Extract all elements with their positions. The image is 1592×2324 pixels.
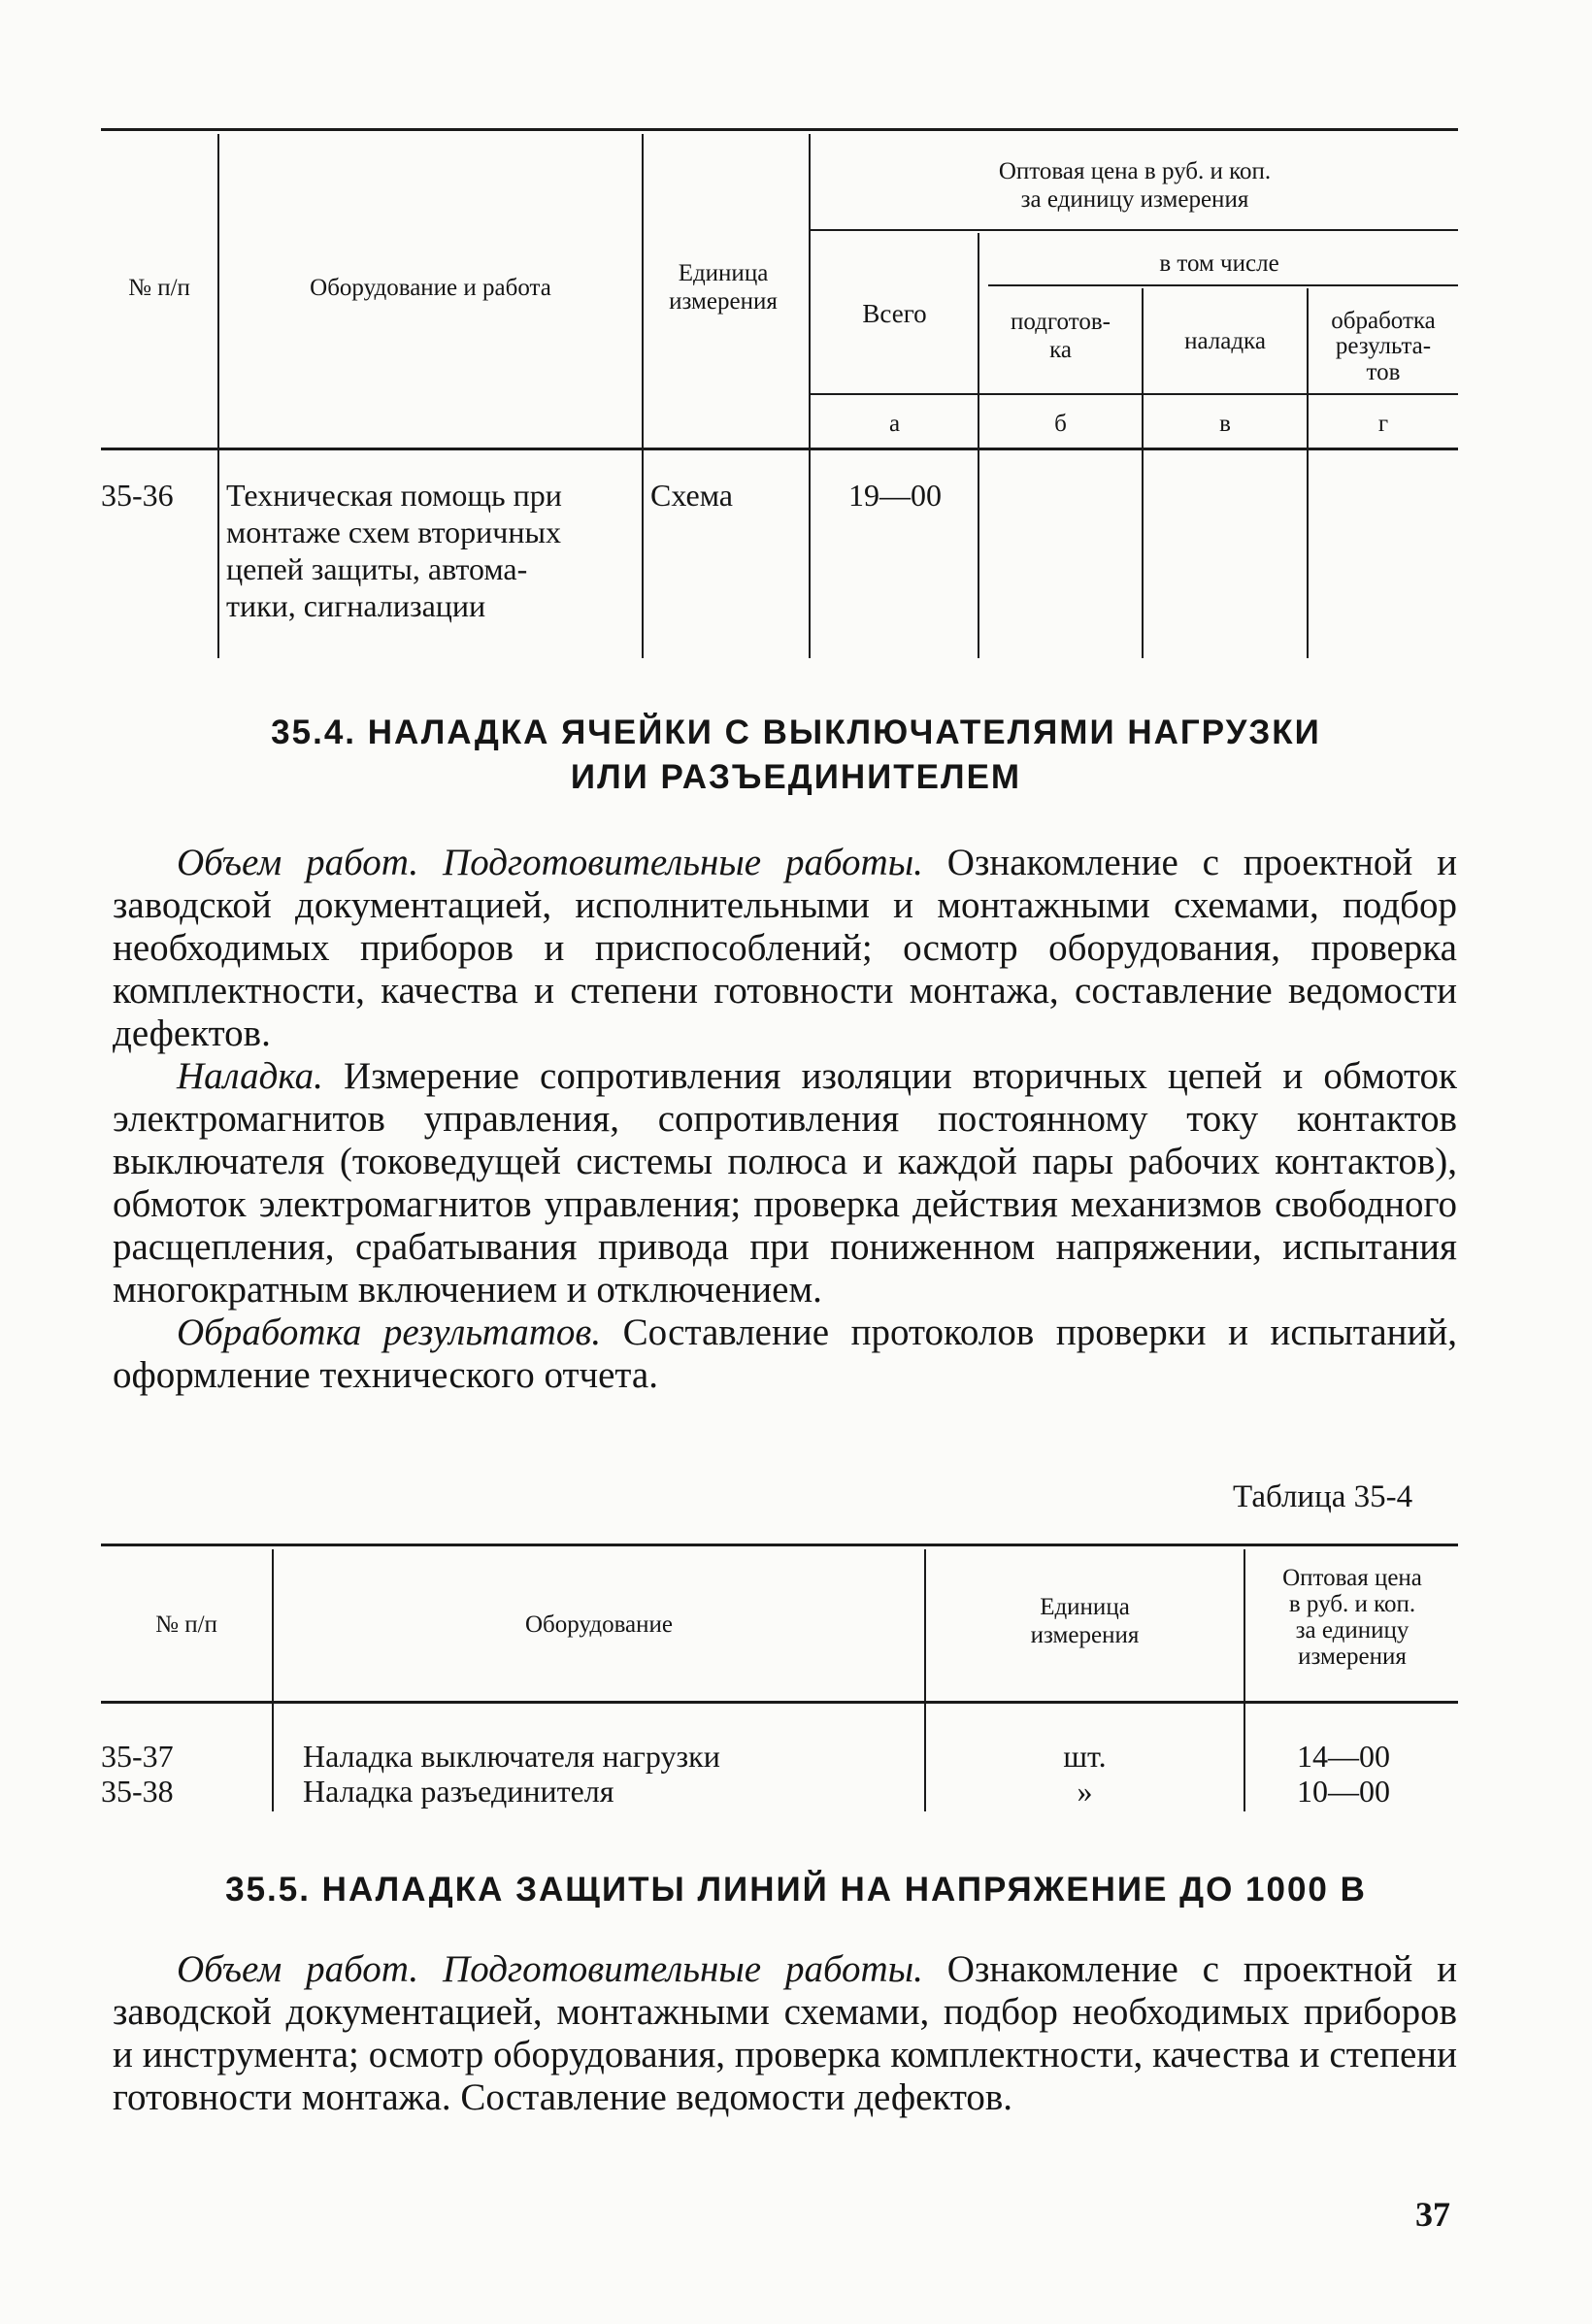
col-header-num: № п/п — [128, 275, 190, 301]
col-letter-g: г — [1377, 411, 1389, 437]
col-letter-b: б — [1054, 411, 1067, 437]
col-letter-v: в — [1219, 411, 1231, 437]
row-price: 14—00 — [1297, 1739, 1390, 1774]
col-header-total: Всего — [862, 299, 927, 328]
paragraph: Обработка результатов. Составление протоколов проверки и испытаний, оформление технического отчета. — [113, 1311, 1457, 1396]
section-35-5-text — [113, 1948, 1457, 2119]
table-rule — [810, 393, 1458, 395]
paragraph: Объем работ. Подготовительные работы. Ознакомление с проектной и заводской документацией, исполнительными и монтажными схемами, подбор необходимых приборов и приспособлений; осмотр оборудования, проверка комплектности, качества и степени готовности монтажа, составление ведомости дефектов. — [113, 842, 1457, 1054]
table-caption: Таблица 35-4 — [1233, 1479, 1413, 1514]
row-num: 35-38 — [101, 1774, 174, 1809]
col-header-equipment: Оборудование и работа — [310, 275, 551, 301]
table-rule — [809, 134, 811, 658]
row-unit: » — [1077, 1774, 1093, 1809]
row-work-line: Техническая помощь при — [226, 478, 562, 513]
table-rule — [988, 284, 1458, 286]
col-header-including: в том числе — [1159, 250, 1279, 277]
table-rule — [810, 229, 1458, 231]
col-header-prep: подготов- ка — [1011, 309, 1111, 363]
table-rule — [642, 134, 644, 658]
section-heading-35-4: 35.4. НАЛАДКА ЯЧЕЙКИ С ВЫКЛЮЧАТЕЛЯМИ НАГРУЗКИ ИЛИ РАЗЪЕДИНИТЕЛЕМ — [271, 714, 1321, 796]
table-rule — [1244, 1549, 1245, 1811]
col-header-price: Оптовая цена в руб. и коп. за единицу измерения — [1282, 1565, 1422, 1670]
col-header-unit: Единица измерения — [669, 260, 778, 315]
col-header-num: № п/п — [155, 1611, 217, 1638]
row-work-line: монтаже схем вторичных — [226, 515, 561, 549]
section-heading-35-5: 35.5. НАЛАДКА ЗАЩИТЫ ЛИНИЙ НА НАПРЯЖЕНИЕ ДО 1000 В — [225, 1871, 1367, 1909]
paragraph: Наладка. Измерение сопротивления изоляции вторичных цепей и обмоток электромагнитов управления, сопротивления постоянному току контактов выключателя (токоведущей системы полюса и каждой пары рабочих контактов), обмоток электромагнитов управления; проверка действия механизмов свободного расщепления, срабатывания привода при пониженном напряжении, испытания многократным включением и отключением. — [113, 1055, 1457, 1311]
col-header-adjust: наладка — [1184, 328, 1266, 354]
table-rule — [272, 1549, 274, 1811]
row-work-line: тики, сигнализации — [226, 588, 486, 623]
table-rule — [101, 1701, 1458, 1704]
row-num: 35-37 — [101, 1739, 174, 1774]
table-rule — [217, 134, 219, 658]
col-header-price: Оптовая цена в руб. и коп. за единицу измерения — [998, 158, 1272, 213]
col-header-unit: Единица измерения — [1030, 1594, 1140, 1648]
page-number: 37 — [1415, 2195, 1450, 2234]
row-unit: шт. — [1063, 1739, 1107, 1774]
row-name: Наладка разъединителя — [303, 1774, 614, 1809]
paragraph: Объем работ. Подготовительные работы. Ознакомление с проектной и заводской документацией, монтажными схемами, подбор необходимых приборов и инструмента; осмотр оборудования, проверка комплектности, качества и степени готовности монтажа. Составление ведомости дефектов. — [113, 1948, 1457, 2118]
row-work-line: цепей защиты, автома- — [226, 551, 528, 586]
table-rule — [978, 233, 979, 658]
table-rule — [101, 1544, 1458, 1546]
row-total: 19—00 — [848, 478, 942, 513]
row-num: 35-36 — [101, 478, 174, 513]
col-header-processing: обработка результа- тов — [1331, 308, 1436, 385]
col-letter-a: а — [888, 411, 901, 437]
col-header-equipment: Оборудование — [524, 1611, 673, 1638]
row-price: 10—00 — [1297, 1774, 1390, 1809]
table-rule — [101, 448, 1458, 450]
section-35-4-text — [113, 842, 1457, 1397]
row-unit: Схема — [650, 478, 733, 513]
row-name: Наладка выключателя нагрузки — [303, 1739, 720, 1774]
table-rule — [101, 128, 1458, 131]
